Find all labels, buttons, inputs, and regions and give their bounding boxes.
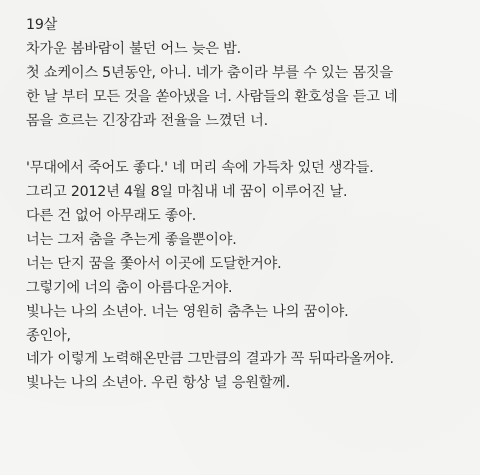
paragraph-gap	[26, 133, 470, 157]
text-line: 네가 이렇게 노력해온만큼 그만큼의 결과가 꼭 뒤따라올꺼야.	[26, 351, 394, 368]
text-line: 몸을 흐르는 긴장감과 전율을 느꼈던 너.	[26, 112, 268, 129]
note-title: 19살	[26, 17, 58, 33]
text-line: '무대에서 죽어도 좋다.' 네 머리 속에 가득차 있던 생각들.	[26, 160, 374, 177]
text-line: 그렇기에 너의 춤이 아름다운거야.	[26, 279, 233, 296]
text-line: 너는 그저 춤을 추는게 좋을뿐이야.	[26, 232, 237, 249]
text-line: 다른 건 없어 아무래도 좋아.	[26, 208, 197, 225]
text-line: 그리고 2012년 4월 8일 마침내 네 꿈이 이루어진 날.	[26, 184, 348, 201]
text-line: 한 날 부터 모든 것을 쏟아냈을 너. 사람들의 환호성을 듣고 네	[26, 88, 398, 105]
text-line: 첫 쇼케이스 5년동안, 아니. 네가 춤이라 부를 수 있는 몸짓을	[26, 64, 393, 81]
text-line: 너는 단지 꿈을 쫓아서 이곳에 도달한거야.	[26, 255, 282, 272]
text-line: 빛나는 나의 소년아. 너는 영원히 춤추는 나의 꿈이야.	[26, 303, 349, 320]
text-line: 종인아,	[26, 327, 71, 344]
text-line: 빛나는 나의 소년아. 우린 항상 널 응원할께.	[26, 375, 291, 392]
text-line: 차가운 봄바람이 불던 어느 늦은 밤.	[26, 40, 241, 57]
